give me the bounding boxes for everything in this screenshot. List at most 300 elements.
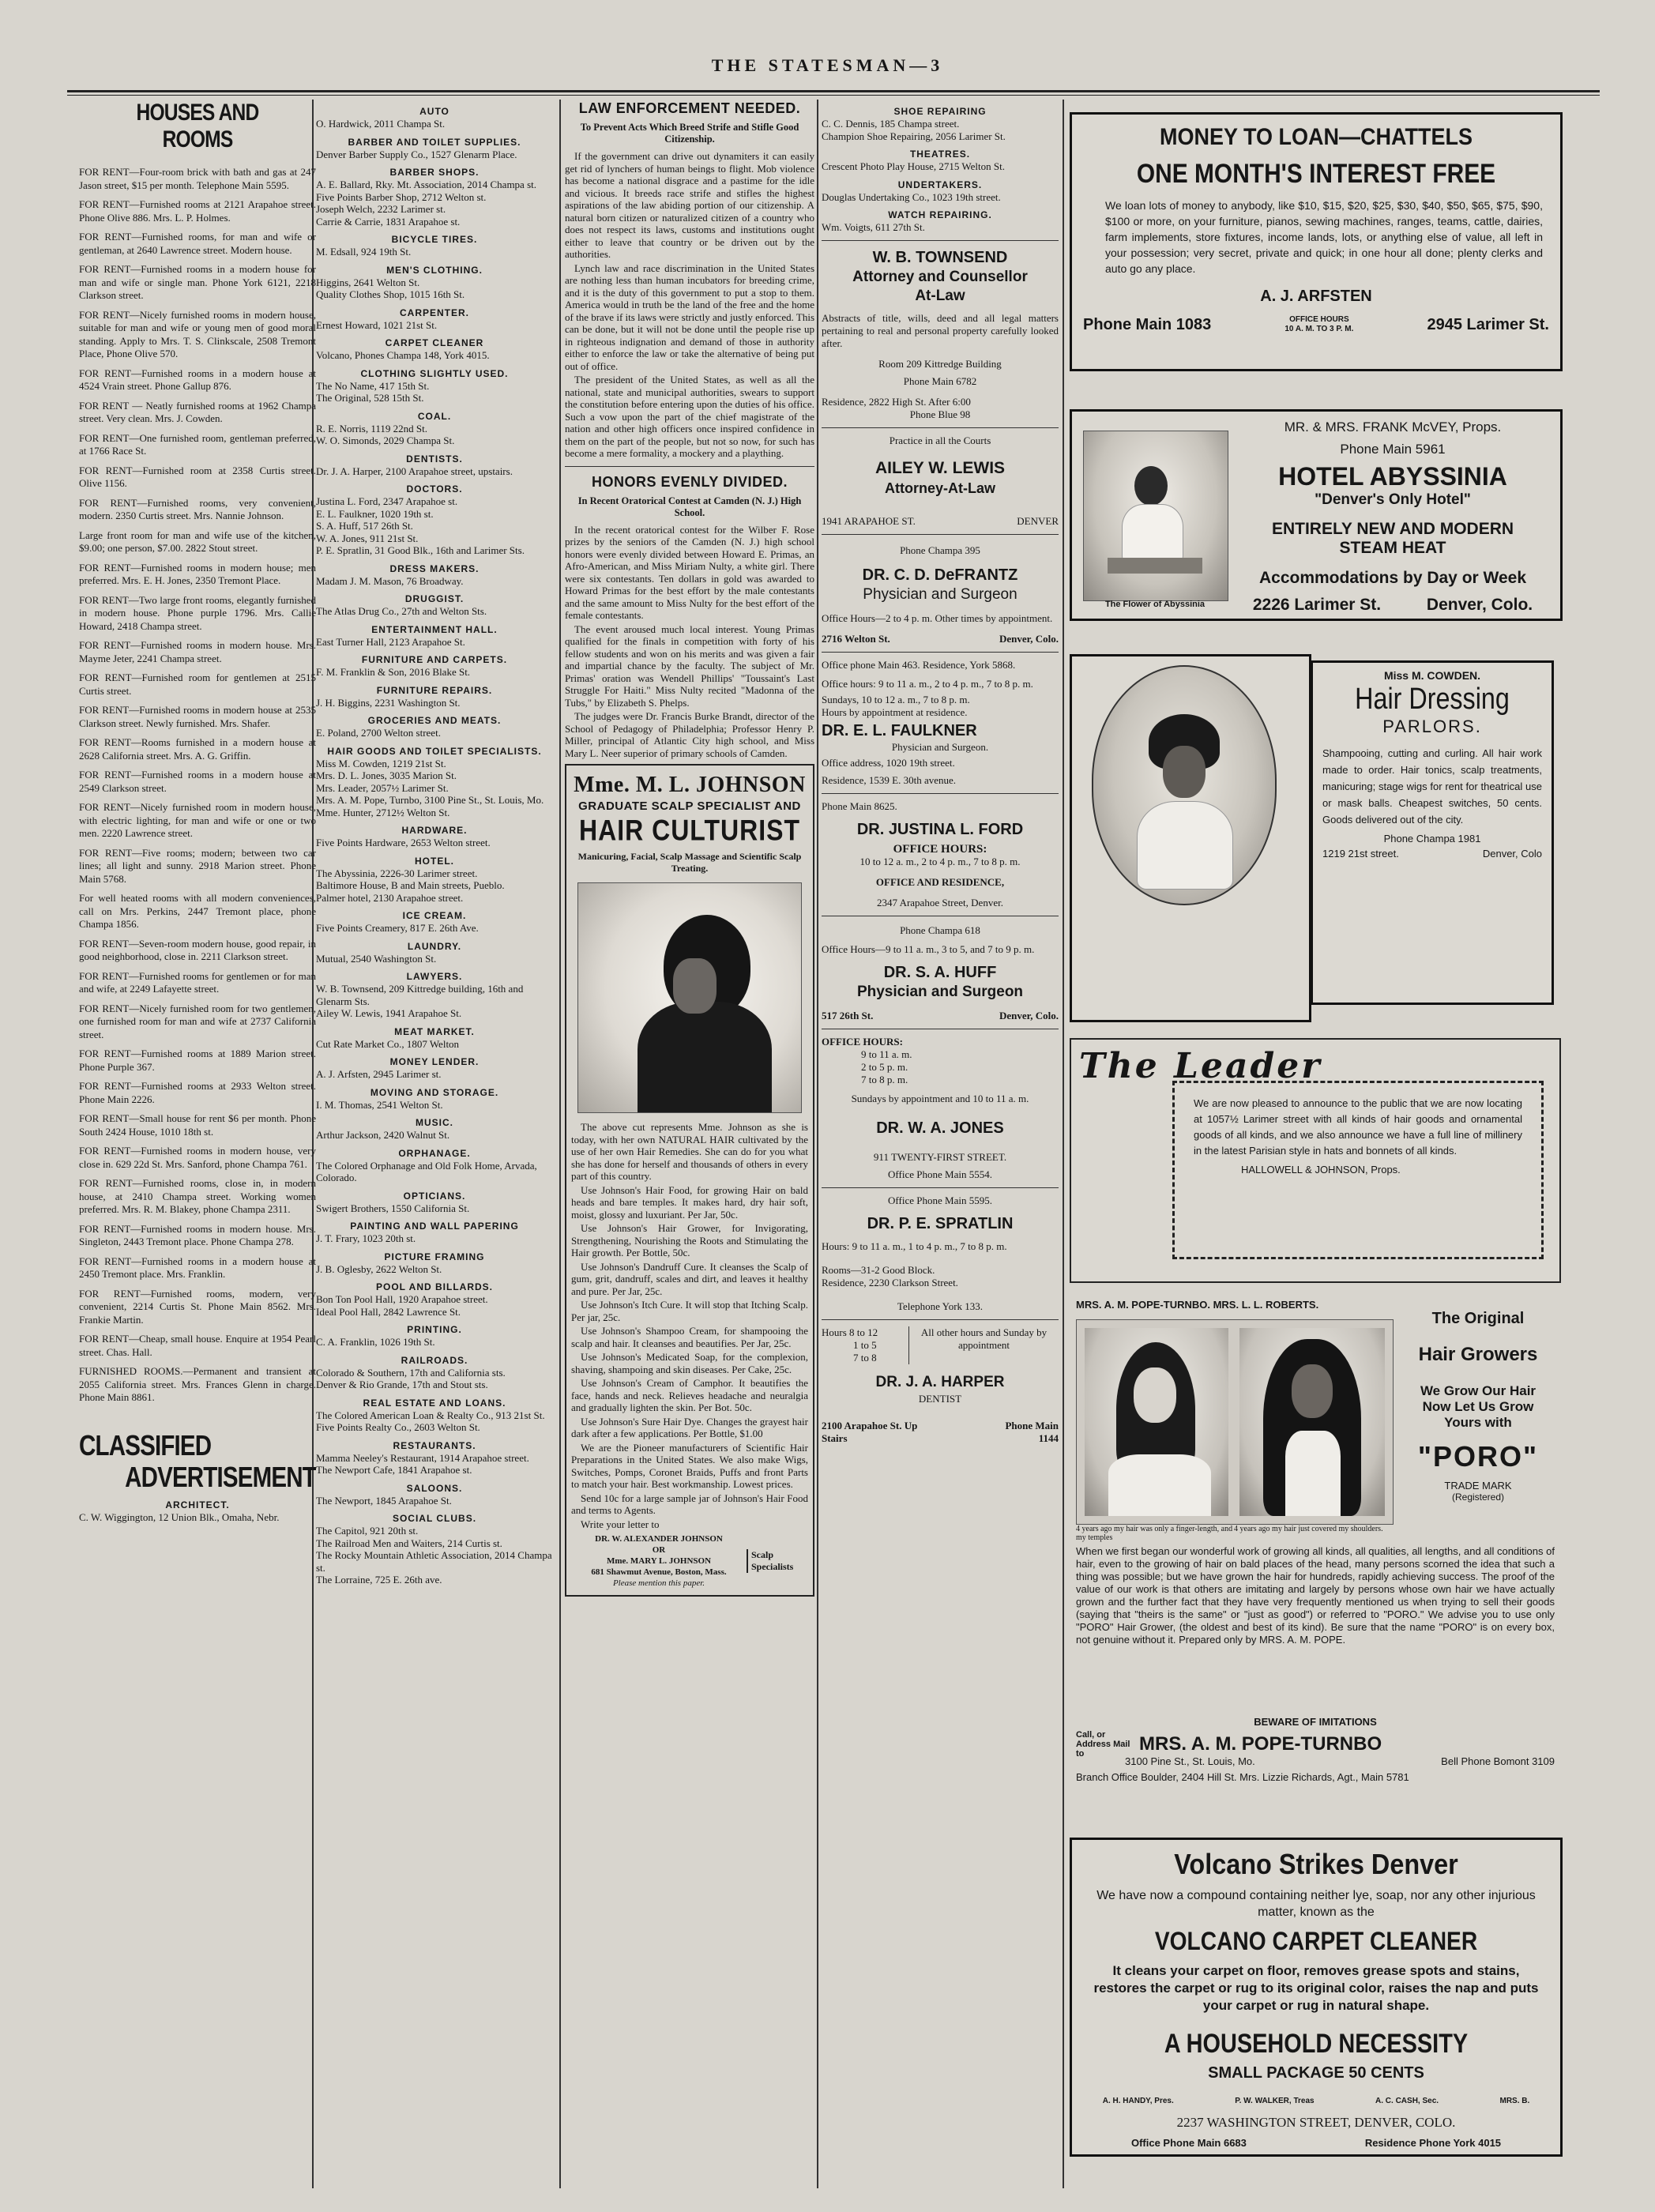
volcano-intro: We have now a compound containing neither lye, soap, nor any other injurious matter, known as the [1096, 1889, 1536, 1919]
directory-entry: W. A. Jones, 911 21st St. [316, 532, 419, 544]
masthead: THE STATESMAN—3 [711, 55, 944, 75]
poro-photos [1076, 1319, 1394, 1525]
poro-ad [1070, 1288, 1558, 1814]
jones-name: DR. W. A. JONES [876, 1119, 1004, 1137]
faulkner-addr: Office address, 1020 19th street. [822, 756, 955, 769]
directory-entry: Joseph Welch, 2232 Larimer st. [316, 203, 446, 215]
article-paragraph: In the recent oratorical contest for the Wilber F. Rose prizes by the seniors of the Camden (N. J.) high school honors were evenly divided between Howard E. Primas, an Afro-American, and Miss Miriam Nulty, a white girl. There were six contestants. Ten dollars in gold was awarded to Howard Primas for the best effort by the male contestants and the same amount to Miss Nulty for the best effort of the female contestants. [565, 523, 814, 621]
townsend-room: Room 209 Kittredge Building [878, 357, 1002, 370]
hotel-phone: Phone Main 5961 [1340, 442, 1446, 457]
classified-item: FOR RENT—Furnished rooms, for man and wife or gentleman, at 2640 Lawrence street. Modern house. [79, 231, 316, 256]
directory-heading: HOTEL. [415, 855, 454, 867]
classified-listings [79, 166, 316, 1405]
faulkner-title: Physician and Surgeon. [891, 740, 989, 753]
volcano-res: Residence Phone York 4015 [1364, 2137, 1502, 2149]
classified-heading-1: CLASSIFIED [79, 1428, 212, 1462]
directory-entry: Mutual, 2540 Washington St. [316, 952, 437, 965]
hotel-caption: The Flower of Abyssinia [1104, 600, 1206, 609]
classified-item: FURNISHED ROOMS.—Permanent and transient at 2055 California street. Mrs. Frances Glenn in charge. Phone Main 8861. [79, 1365, 316, 1403]
johnson-portrait [577, 882, 802, 1113]
article-subhead: In Recent Oratorical Contest at Camden (N. J.) High School. [577, 495, 802, 518]
harper-hours-1: Hours 8 to 12 [822, 1326, 878, 1338]
directory-entry: Arthur Jackson, 2420 Walnut St. [316, 1129, 450, 1141]
directory-entry: Swigert Brothers, 1550 California St. [316, 1202, 470, 1214]
classified-item: FOR RENT—Furnished rooms in modern house at 2535 Clarkson street. Newly furnished. Mrs. Shafer. [79, 704, 316, 729]
divider [822, 793, 1059, 794]
poro-caption-1: 4 years ago my hair was only a finger-length, and my temples [1076, 1525, 1233, 1542]
directory-entry: Ernest Howard, 1021 21st St. [316, 318, 438, 331]
defrantz-city: Denver, Colo. [999, 632, 1059, 645]
directory-entry: Five Points Hardware, 2653 Welton street. [316, 837, 491, 848]
directory-entry: Cut Rate Market Co., 1807 Welton [316, 1037, 460, 1050]
johnson-paragraph: We are the Pioneer manufacturers of Scientific Hair Preparations in the United States. We also make Wigs, Switches, Pomps, Coronet Braids, Puffs and front Parts to match your hair. Best workmanship. Lowest prices. [571, 1441, 808, 1490]
volcano-officer: A. C. CASH, Sec. [1375, 2097, 1439, 2105]
loan-name: A. J. ARFSTEN [1260, 288, 1372, 305]
directory-entry: Colorado & Southern, 17th and California sts. [316, 1366, 506, 1379]
classified-item: FOR RENT—Cheap, small house. Enquire at 1954 Pearl street. Chas. Hall. [79, 1333, 316, 1358]
huff-title: Physician and Surgeon [856, 983, 1024, 1000]
johnson-specialists: Scalp Specialists [747, 1549, 808, 1573]
directory-entry: A. J. Arfsten, 2945 Larimer st. [316, 1068, 442, 1080]
directory-heading: LAWYERS. [406, 971, 463, 982]
classified-item: FOR RENT—Nicely furnished room in modern house, with electric lighting, for man and wife or one or two men. 2220 Lawrence street. [79, 801, 316, 839]
classified-item: FOR RENT—Two large front rooms, elegantly furnished in modern house. Phone purple 1796. Mrs. Callie Howard, 2418 Champa street. [79, 593, 316, 632]
defrantz-phone: Phone Champa 395 [900, 544, 980, 556]
directory-entry: Higgins, 2641 Welton St. [316, 276, 420, 288]
johnson-mention: Please mention this paper. [612, 1578, 705, 1588]
cowden-body: Shampooing, cutting and curling. All hair work made to order. Hair tonics, scalp treatments, manicuring; stage wigs for rent for theatrical use or mask balls. Cheapest switches, 50 cents. Goods delivered out of the city. [1322, 747, 1542, 826]
directory-heading: ICE CREAM. [402, 910, 467, 921]
directory-entry: W. O. Simonds, 2029 Champa St. [316, 434, 455, 446]
directory-entry: Champion Shoe Repairing, 2056 Larimer St. [822, 130, 1006, 142]
faulkner-phone: Office phone Main 463. Residence, York 5868. [822, 658, 1016, 671]
johnson-paragraph: Use Johnson's Itch Cure. It will stop that Itching Scalp. Per jar, 25c. [571, 1299, 808, 1323]
huff-addr: 517 26th St. [822, 1009, 874, 1021]
volcano-ad [1070, 1838, 1563, 2157]
masthead-rule-thin [67, 95, 1600, 96]
directory-continued [822, 106, 1059, 234]
directory-entry: The Colored Orphanage and Old Folk Home, Arvada, Colorado. [316, 1159, 537, 1183]
classified-item: FOR RENT—Furnished rooms, modern, very convenient, 2214 Curtis St. Phone Main 8562. Mrs. Frankie Martin. [79, 1287, 316, 1326]
news-column [565, 100, 814, 2188]
volcano-officer: MRS. B. [1499, 2097, 1530, 2105]
cowden-miss: Miss M. COWDEN. [1383, 669, 1481, 682]
article-paragraph: The event aroused much local interest. Young Primas qualified for the finals in competition with forty of his fellow students and won on his merits and was given a fair and impartial chance by the faculty. The subject of Mr. Primas' oration was Wendell Phillips' "Toussaint's Last Struggle For Haiti." Miss Nulty recited "Madonna of the Tubs," by Elizabeth S. Phelps. [565, 623, 814, 709]
volcano-name: VOLCANO CARPET CLEANER [1154, 1927, 1478, 1955]
business-directory-column [316, 100, 553, 2188]
loan-hours-b: 10 A. M. TO 3 P. M. [1285, 325, 1354, 333]
directory-entry: The Lorraine, 725 E. 26th ave. [316, 1574, 442, 1586]
leader-ad [1070, 1038, 1561, 1283]
classified-item: Large front room for man and wife use of the kitchen, $9.00; one person, $7.00. 2822 Stout street. [79, 529, 316, 554]
houses-rooms-heading: HOUSES AND ROOMS [136, 100, 259, 152]
spratlin-hours: Hours: 9 to 11 a. m., 1 to 4 p. m., 7 to 8 p. m. [822, 1240, 1007, 1252]
column-rule [817, 100, 818, 2188]
poro-call: Call, or Address Mail to [1076, 1730, 1130, 1759]
directory-entry: East Turner Hall, 2123 Arapahoe St. [316, 635, 465, 648]
loan-ad [1070, 112, 1563, 371]
directory-heading: HAIR GOODS AND TOILET SPECIALISTS. [327, 745, 542, 757]
hotel-ad [1070, 409, 1563, 621]
article-paragraph: The judges were Dr. Francis Burke Brandt, director of the School of Pedagogy of Philadelphia; Professor Henry P. Miller, principal of Atlantic City high school, and Miss Mary L. Neer superior of primary schools of Camden. [565, 710, 814, 759]
cowden-addr: 1219 21st street. [1322, 848, 1399, 860]
volcano-household: A HOUSEHOLD NECESSITY [1164, 2029, 1469, 2059]
ford-phone: Phone Main 8625. [822, 799, 897, 812]
directory-entry: E. Poland, 2700 Welton street. [316, 727, 441, 739]
classified-item: FOR RENT—Furnished rooms, very convenient, modern. 2350 Curtis street. Mrs. Nannie Johnson. [79, 496, 316, 521]
faulkner-hours2: Sundays, 10 to 12 a. m., 7 to 8 p. m. [822, 693, 970, 705]
directory-entry: Wm. Voigts, 611 27th St. [822, 221, 925, 233]
directory-entry: Mme. Hunter, 2712½ Welton St. [316, 806, 450, 818]
directory-entry: The Rocky Mountain Athletic Association, 2014 Champa st. [316, 1549, 552, 1574]
spratlin-phone: Office Phone Main 5595. [888, 1194, 992, 1206]
johnson-paragraph: Use Johnson's Hair Food, for growing Hair on bald heads and bare temples. It makes hard, dry hair soft, moist, glossy and luxuriant. Per Jar, 50c. [571, 1183, 808, 1221]
cowden-h1: Hair Dressing [1355, 683, 1510, 716]
architect-entry: C. W. Wiggington, 12 Union Blk., Omaha, Nebr. [79, 1510, 280, 1523]
classified-item: FOR RENT—Seven-room modern house, good repair, in good neighborhood, close in. 2211 Clarkson street. [79, 937, 316, 962]
directory-heading: HARDWARE. [401, 825, 468, 836]
leader-title: The Leader [1079, 1046, 1322, 1086]
jones-sun: Sundays by appointment and 10 to 11 a. m. [851, 1092, 1029, 1104]
hotel-props: MR. & MRS. FRANK McVEY, Props. [1284, 419, 1502, 434]
townsend-desc: Abstracts of title, wills, deed and all legal matters pertaining to real and personal property carefully looked after. [822, 311, 1059, 349]
hotel-new1: ENTIRELY NEW AND MODERN [1271, 520, 1514, 538]
huff-phone: Phone Champa 618 [900, 924, 980, 936]
faulkner-name: DR. E. L. FAULKNER [822, 721, 977, 739]
poro-bell: Bell Phone Bomont 3109 [1441, 1755, 1555, 1767]
classified-item: FOR RENT — Neatly furnished rooms at 1962 Champa street. Very clean. Mrs. J. Cowden. [79, 399, 316, 424]
directory-entry: Mrs. A. M. Pope, Turnbo, 3100 Pine St., St. Louis, Mo. [316, 794, 544, 806]
loan-subheading: ONE MONTH'S INTEREST FREE [1136, 159, 1496, 189]
johnson-addr3: 681 Shawmut Avenue, Boston, Mass. [591, 1567, 727, 1577]
townsend-title1: Attorney and Counsellor [852, 268, 1028, 285]
classified-item: FOR RENT—Furnished rooms in a modern house at 2450 Tremont place. Mrs. Franklin. [79, 1255, 316, 1280]
directory-entry: The Newport, 1845 Arapahoe St. [316, 1494, 452, 1507]
huff-hours: Office Hours—9 to 11 a. m., 3 to 5, and 7 to 9 p. m. [822, 942, 1035, 955]
poro-branch: Branch Office Boulder, 2404 Hill St. Mrs. Lizzie Richards, Agt., Main 5781 [1076, 1771, 1409, 1783]
lewis-courts: Practice in all the Courts [889, 434, 991, 446]
divider [822, 1187, 1059, 1188]
directory-entry: Bon Ton Pool Hall, 1920 Arapahoe street. [316, 1293, 488, 1305]
classified-item: For well heated rooms with all modern conveniences, call on Mrs. Perkins, 2447 Tremont place, phone Champa 1856. [79, 892, 316, 930]
directory-heading: SOCIAL CLUBS. [392, 1513, 477, 1524]
leader-body: We are now pleased to announce to the public that we are now locating at 1057½ Larimer street with all kinds of hair goods and ornamental goods of all kinds, and we also announce we have a full line of millinery in the latest Parisian style in hats and bonnets of all kinds. [1194, 1097, 1522, 1157]
classified-item: FOR RENT—Furnished rooms in a modern house at 4524 Vrain street. Phone Gallup 876. [79, 367, 316, 392]
spratlin-tel: Telephone York 133. [897, 1300, 984, 1312]
faulkner-hours3: Hours by appointment at residence. [822, 705, 968, 718]
cowden-ad [1070, 654, 1558, 999]
directory-entry: A. E. Ballard, Rky. Mt. Association, 2014 Champa st. [316, 179, 536, 190]
directory-heading: RAILROADS. [401, 1354, 468, 1366]
directory-entry: Quality Clothes Shop, 1015 16th St. [316, 288, 465, 300]
directory-entry: Crescent Photo Play House, 2715 Welton St. [822, 160, 1005, 172]
johnson-addr2: Mme. MARY L. JOHNSON [606, 1556, 712, 1566]
johnson-paragraph: Use Johnson's Dandruff Cure. It cleanses the Scalp of gum, grit, dandruff, scales and dirt, and leaves it healthy and pure. Per Jar, 25c. [571, 1260, 808, 1297]
directory-entry: R. E. Norris, 1119 22nd St. [316, 422, 427, 434]
directory-entry: J. H. Biggins, 2231 Washington St. [316, 696, 461, 709]
loan-hours-a: OFFICE HOURS [1289, 315, 1349, 324]
article-paragraph: If the government can drive out dynamiters it can easily get rid of lynchers of human beings to flight. Mob violence has become a national disgrace and a pastime for the idle and vicious. It breeds race strife and stifles the highest aspirations of the law abiding portion of our citizenship. A natural born citizen or naturalized citizen of a country who does not respect its laws, customs and institutions ought either to leave that country or be driven out by the authorities. [565, 150, 814, 260]
directory-heading: LAUNDRY. [407, 940, 462, 952]
johnson-paragraph: Use Johnson's Medicated Soap, for the complexion, shaving, shampoing and skin diseases. Per Cake, 25c. [571, 1351, 808, 1375]
article-body [565, 150, 814, 460]
masthead-rule [67, 90, 1600, 92]
directory-entry: S. A. Huff, 517 26th St. [316, 520, 413, 532]
jones-hours-2: 2 to 5 p. m. [861, 1060, 908, 1073]
directory-entry: J. B. Oglesby, 2622 Welton St. [316, 1262, 442, 1275]
classified-item: FOR RENT—Nicely furnished room for two gentlemen, one furnished room for man and wife at 2737 California street. [79, 1002, 316, 1040]
johnson-services: Manicuring, Facial, Scalp Massage and Scientific Scalp Treating. [577, 851, 802, 874]
divider [822, 652, 1059, 653]
classified-heading-2: ADVERTISEMENT [125, 1460, 316, 1493]
jones-addr: 911 TWENTY-FIRST STREET. [873, 1150, 1007, 1163]
volcano-package: SMALL PACKAGE 50 CENTS [1208, 2064, 1424, 2082]
business-directory [316, 106, 553, 1586]
defrantz-hours: Office Hours—2 to 4 p. m. Other times by appointment. [822, 611, 1053, 624]
spratlin-rooms: Rooms—31-2 Good Block. [822, 1263, 935, 1276]
faulkner-res: Residence, 1539 E. 30th avenue. [822, 773, 957, 786]
classified-item: FOR RENT—Furnished rooms in modern house, very close in. 629 22d St. Mrs. Sanford, phone Champa 761. [79, 1145, 316, 1170]
classified-item: FOR RENT—Small house for rent $6 per month. Phone South 2424 House, 1010 18th st. [79, 1112, 316, 1138]
volcano-office: Office Phone Main 6683 [1130, 2137, 1247, 2149]
poro-beware: BEWARE OF IMITATIONS [1254, 1716, 1377, 1728]
poro-h2: Hair Growers [1418, 1344, 1538, 1365]
directory-entry: Douglas Undertaking Co., 1023 19th street. [822, 190, 1001, 203]
classified-item: FOR RENT—Furnished room at 2358 Curtis street. Olive 1156. [79, 464, 316, 489]
display-ads-column [1066, 100, 1567, 2188]
directory-entry: The Abyssinia, 2226-30 Larimer street. [316, 867, 478, 879]
directory-entry: Five Points Creamery, 817 E. 26th Ave. [316, 922, 479, 934]
johnson-name: Mme. M. L. JOHNSON [574, 773, 806, 797]
poro-tm: TRADE MARK [1444, 1480, 1512, 1492]
directory-heading: RESTAURANTS. [393, 1439, 476, 1451]
directory-entry: Carrie & Carrie, 1831 Arapahoe st. [316, 215, 461, 228]
directory-entry: Mrs. Leader, 2057½ Larimer St. [316, 781, 449, 794]
directory-entry: The Newport Cafe, 1841 Arapahoe st. [316, 1464, 472, 1476]
directory-heading: AUTO [419, 106, 449, 117]
loan-body: We loan lots of money to anybody, like $10, $15, $20, $25, $30, $40, $50, $65, $75, $90, $100 or more, on your furniture, pianos, sewing machines, ranges, teams, cattle, dairies, farm implements, store fixtures, income lands, lots, or anything else of value, all left in your possession; very secret, private and quick; in one hour all done; plenty clerks and auto go any place. [1105, 199, 1543, 275]
directory-entry: C. A. Franklin, 1026 19th St. [316, 1336, 435, 1348]
poro-caption-2: 4 years ago my hair just covered my shoulders. [1234, 1525, 1383, 1533]
divider [822, 534, 1059, 535]
lewis-city: DENVER [1017, 514, 1059, 527]
ford-name: DR. JUSTINA L. FORD [856, 820, 1024, 838]
directory-heading: WATCH REPAIRING. [888, 209, 992, 220]
johnson-paragraph: Send 10c for a large sample jar of Johnson's Hair Food and terms to Agents. [571, 1492, 808, 1516]
jones-hours-1: 9 to 11 a. m. [861, 1048, 912, 1060]
spratlin-name: DR. P. E. SPRATLIN [867, 1214, 1014, 1232]
directory-entry: P. E. Spratlin, 31 Good Blk., 16th and Larimer Sts. [316, 544, 525, 556]
townsend-blue: Phone Blue 98 [909, 408, 971, 420]
directory-entry: F. M. Franklin & Son, 2016 Blake St. [316, 666, 471, 678]
poro-grow1: We Grow Our Hair [1420, 1383, 1537, 1398]
classified-item: FOR RENT—Nicely furnished rooms in modern house, suitable for man and wife or young men of good moral standing. Apply to Mrs. T. S. Clinkscale, 2508 Tremont Place, Phone Olive 570. [79, 308, 316, 359]
spratlin-res: Residence, 2230 Clarkson Street. [822, 1276, 958, 1288]
harper-addr: 2100 Arapahoe St. Up Stairs [822, 1419, 918, 1444]
directory-heading: SALOONS. [406, 1482, 463, 1494]
directory-heading: DENTISTS. [406, 453, 463, 465]
directory-entry: Justina L. Ford, 2347 Arapahoe st. [316, 495, 458, 507]
johnson-paragraph: Use Johnson's Shampoo Cream, for shampooing the scalp and hair. It cleanses and beautifies. Per Jar, 25c. [571, 1325, 808, 1349]
article-headline: HONORS EVENLY DIVIDED. [591, 473, 788, 490]
directory-entry: M. Edsall, 924 19th St. [316, 246, 412, 258]
directory-heading: MOVING AND STORAGE. [370, 1086, 499, 1098]
classified-item: FOR RENT—Four-room brick with bath and gas at 247 Jason street, $15 per month. Telephone Main 5595. [79, 166, 316, 191]
huff-name: DR. S. A. HUFF [883, 963, 997, 981]
directory-entry: Mrs. D. L. Jones, 3035 Marion St. [316, 769, 457, 781]
townsend-title2: At-Law [915, 287, 965, 304]
townsend-phone: Phone Main 6782 [903, 374, 977, 387]
loan-phone: Phone Main 1083 [1083, 315, 1212, 333]
directory-heading: FURNITURE AND CARPETS. [361, 654, 508, 665]
johnson-paragraph: Use Johnson's Hair Grower, for Invigorating, Strengthening, Nourishing the Roots and Stimulating the Hair growth. Per Bottle, 50c. [571, 1222, 808, 1258]
harper-hours-3: 7 to 8 [853, 1351, 877, 1364]
townsend-name: W. B. TOWNSEND [872, 248, 1008, 266]
article-headline: LAW ENFORCEMENT NEEDED. [578, 100, 801, 116]
directory-entry: Miss M. Cowden, 1219 21st St. [316, 757, 446, 769]
article-paragraph: The president of the United States, as well as all the national, state and municipal authorities, swears to support the constitution before entering upon the duties of his office. Such a vow upon the part of the chief magistrate of the nation and other high officers once inspired confidence in them on the part of the people, but not so now, for such has become a mere formality, a mockery and a plaything. [565, 374, 814, 459]
classified-item: FOR RENT—Furnished rooms for gentlemen or for man and wife, at 2249 Lafayette street. [79, 969, 316, 995]
directory-heading: MUSIC. [416, 1117, 453, 1128]
directory-heading: PICTURE FRAMING [384, 1251, 485, 1262]
classified-item: FOR RENT—Five rooms; modern; between two car lines; all light and sunny. 2918 Marion street. Phone Main 5768. [79, 846, 316, 885]
directory-heading: PAINTING AND WALL PAPERING [350, 1221, 519, 1232]
hotel-photo [1083, 431, 1228, 601]
huff-city: Denver, Colo. [999, 1009, 1059, 1021]
directory-heading: CARPET CLEANER [385, 337, 484, 348]
directory-entry: The Capitol, 921 20th st. [316, 1525, 419, 1537]
directory-entry: I. M. Thomas, 2541 Welton St. [316, 1098, 443, 1111]
directory-heading: ORPHANAGE. [398, 1147, 471, 1159]
johnson-paragraph: The above cut represents Mme. Johnson as she is today, with her own NATURAL HAIR cultivated by the use of her own Hair Remedies. She can do for you what she has done for herself and thousands of others in every part of this country. [571, 1121, 808, 1182]
poro-grow3: Yours with [1444, 1415, 1512, 1430]
article-subhead: To Prevent Acts Which Breed Strife and Stifle Good Citizenship. [580, 122, 799, 145]
directory-entry: Mamma Neeley's Restaurant, 1914 Arapahoe street. [316, 1451, 529, 1464]
ford-addr: 2347 Arapahoe Street, Denver. [877, 896, 1003, 908]
divider [822, 240, 1059, 241]
hotel-addr: 2226 Larimer St. [1252, 596, 1382, 614]
jones-hours-head: OFFICE HOURS: [822, 1035, 903, 1048]
lewis-title: Attorney-At-Law [885, 480, 995, 496]
divider [565, 466, 814, 467]
johnson-paragraph: Use Johnson's Cream of Camphor. It beautifies the face, hands and neck. Relieves headache and neuralgia and gradually lighten the skin. Per Bot. 50c. [571, 1377, 808, 1413]
defrantz-name: DR. C. D. DeFRANTZ [862, 566, 1018, 584]
harper-title: DENTIST [918, 1392, 962, 1405]
defrantz-title: Physician and Surgeon [863, 585, 1017, 603]
directory-heading: THEATRES. [909, 149, 971, 160]
harper-name: DR. J. A. HARPER [875, 1373, 1005, 1390]
directory-entry: Denver & Rio Grande, 17th and Stout sts. [316, 1379, 488, 1390]
ford-hours: 10 to 12 a. m., 2 to 4 p. m., 7 to 8 p. m. [859, 855, 1021, 867]
directory-entry: Denver Barber Supply Co., 1527 Glenarm Place. [316, 148, 517, 160]
lewis-name: AILEY W. LEWIS [875, 458, 1006, 477]
classified-item: FOR RENT—Furnished rooms in modern house; men preferred. Mrs. E. H. Jones, 2350 Tremont Place. [79, 561, 316, 586]
directory-heading: BARBER SHOPS. [389, 167, 480, 178]
poro-grow2: Now Let Us Grow [1422, 1399, 1534, 1414]
poro-h1: The Original [1431, 1310, 1525, 1327]
hotel-new2: STEAM HEAT [1339, 539, 1446, 557]
directory-entry: E. L. Faulkner, 1020 19th st. [316, 507, 434, 520]
directory-entry: Dr. J. A. Harper, 2100 Arapahoe street, upstairs. [316, 465, 513, 477]
directory-entry: Five Points Barber Shop, 2712 Welton st. [316, 190, 487, 203]
volcano-officer: A. H. HANDY, Pres. [1102, 2097, 1174, 2105]
hotel-name: HOTEL ABYSSINIA [1278, 462, 1507, 491]
volcano-officer: P. W. WALKER, Treas [1235, 2097, 1315, 2105]
lewis-addr: 1941 ARAPAHOE ST. [822, 514, 916, 527]
poro-reg: (Registered) [1451, 1492, 1505, 1503]
directory-heading: DRUGGIST. [404, 593, 465, 604]
johnson-ad [565, 764, 814, 1597]
directory-heading: BARBER AND TOILET SUPPLIES. [348, 136, 521, 148]
volcano-body: It cleans your carpet on floor, removes grease spots and stains, restores the carpet or rug to its original color, raises the nap and puts your carpet or rug in natural shape. [1093, 1963, 1539, 2013]
directory-heading: GROCERIES AND MEATS. [367, 715, 502, 726]
directory-heading: MEN'S CLOTHING. [386, 264, 483, 276]
cowden-h2: PARLORS. [1382, 717, 1482, 736]
divider [822, 427, 1059, 428]
hotel-tag: "Denver's Only Hotel" [1315, 491, 1471, 508]
directory-heading: SHOE REPAIRING [893, 106, 987, 117]
volcano-heading: Volcano Strikes Denver [1174, 1848, 1458, 1880]
directory-heading: UNDERTAKERS. [897, 179, 983, 190]
hotel-city: Denver, Colo. [1426, 596, 1533, 614]
directory-entry: Madam J. M. Mason, 76 Broadway. [316, 574, 464, 587]
poro-names: MRS. A. M. POPE-TURNBO. MRS. L. L. ROBERTS. [1076, 1299, 1319, 1311]
directory-heading: DRESS MAKERS. [389, 562, 480, 574]
classified-item: FOR RENT—Furnished rooms in modern house. Mrs. Mayme Jeter, 2241 Champa street. [79, 639, 316, 664]
article-body [565, 524, 814, 760]
classified-item: FOR RENT—Furnished rooms, close in, in modern house, at 2410 Champa street. Working women preferred. Mrs. R. M. Blakey, phone Champa 2311. [79, 1177, 316, 1215]
directory-entry: Baltimore House, B and Main streets, Pueblo. [316, 879, 505, 891]
cowden-portrait [1092, 665, 1277, 905]
johnson-or: OR [652, 1545, 666, 1555]
directory-heading: REAL ESTATE AND LOANS. [363, 1397, 506, 1409]
directory-heading: ENTERTAINMENT HALL. [371, 623, 498, 635]
divider [822, 1319, 1059, 1320]
classified-item: FOR RENT—Furnished rooms in modern house. Mrs. Singleton, 2443 Tremont place. Phone Champa 278. [79, 1222, 316, 1247]
directory-entry: The Original, 528 15th St. [316, 392, 424, 404]
directory-heading: CARPENTER. [399, 307, 469, 318]
column-rule [1063, 100, 1064, 2188]
directory-entry: Palmer hotel, 2130 Arapahoe street. [316, 891, 464, 904]
classified-item: FOR RENT—Furnished rooms at 2933 Welton street. Phone Main 2226. [79, 1080, 316, 1105]
defrantz-addr: 2716 Welton St. [822, 632, 890, 645]
johnson-title: GRADUATE SCALP SPECIALIST AND [578, 799, 801, 813]
jones-phone: Office Phone Main 5554. [888, 1168, 992, 1180]
harper-other: All other hours and Sunday by appointment [908, 1326, 1059, 1364]
column-rule [559, 100, 561, 2188]
ford-hours-head: OFFICE HOURS: [893, 842, 987, 856]
classified-item: FOR RENT—Furnished rooms at 1889 Marion street. Phone Purple 367. [79, 1048, 316, 1073]
cowden-phone: Phone Champa 1981 [1383, 833, 1481, 845]
article-paragraph: Lynch law and race discrimination in the United States are nothing less than human incubators for breeding crime, and it is the duty of this government to put a stop to them. America would in truth be the land of the free and the home of the brave if its laws were strictly and justly enforced. This can be done, but it will not be done until the people rise up in righteous indignation and demand of those in authority either to enforce the law or take the alternative of being put out of office. [565, 261, 814, 372]
directory-heading: CLOTHING SLIGHTLY USED. [360, 367, 509, 379]
johnson-body [571, 1121, 808, 1530]
hotel-accom: Accommodations by Day or Week [1258, 569, 1527, 587]
directory-entry: Volcano, Phones Champa 148, York 4015. [316, 349, 490, 361]
classified-item: FOR RENT—Furnished rooms at 2121 Arapahoe street. Phone Olive 886. Mrs. L. P. Holmes. [79, 198, 316, 224]
directory-entry: O. Hardwick, 2011 Champa St. [316, 118, 446, 130]
poro-name: MRS. A. M. POPE-TURNBO [1139, 1733, 1382, 1755]
directory-entry: The No Name, 417 15th St. [316, 379, 430, 392]
directory-entry: C. C. Dennis, 185 Champa street. [822, 118, 960, 130]
classified-item: FOR RENT—Rooms furnished in a modern house at 2628 California street. Mrs. A. G. Griffin. [79, 736, 316, 762]
harper-hours-2: 1 to 5 [853, 1338, 877, 1351]
directory-entry: J. T. Frary, 1023 20th st. [316, 1232, 416, 1244]
directory-heading: FURNITURE REPAIRS. [376, 684, 493, 696]
poro-brand: "PORO" [1417, 1440, 1539, 1473]
leader-border [1172, 1081, 1544, 1259]
houses-and-rooms-column [79, 100, 316, 2188]
